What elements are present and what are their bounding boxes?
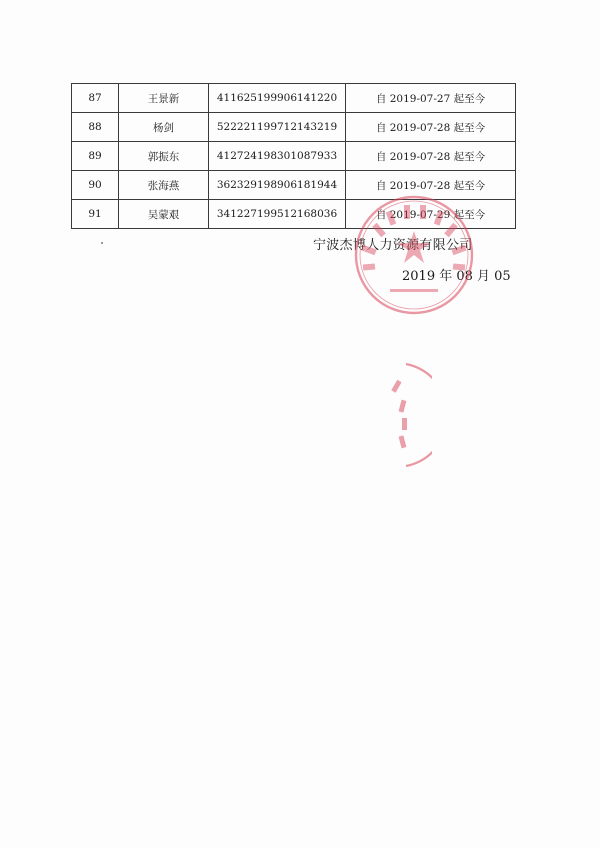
- table-row: [72, 113, 516, 142]
- row-number: 91: [72, 200, 119, 229]
- employee-name: 吴蒙艰: [119, 200, 209, 229]
- table-row: [72, 84, 516, 113]
- employee-name: 郭振东: [119, 142, 209, 171]
- employee-name: 杨剑: [119, 113, 209, 142]
- employee-name: 王景新: [119, 84, 209, 113]
- table-row: [72, 200, 516, 229]
- employee-table: [71, 83, 516, 229]
- row-number: 88: [72, 113, 119, 142]
- row-number: 89: [72, 142, 119, 171]
- id-number: 522221199712143219: [209, 113, 346, 142]
- id-number: 341227199512168036: [209, 200, 346, 229]
- employment-period: 自 2019-07-28 起至今: [346, 142, 516, 171]
- row-number: 90: [72, 171, 119, 200]
- employment-period: 自 2019-07-28 起至今: [346, 113, 516, 142]
- scan-speck: [101, 242, 103, 244]
- id-number: 362329198906181944: [209, 171, 346, 200]
- employment-period: 自 2019-07-28 起至今: [346, 171, 516, 200]
- issue-date: 2019 年 08 月 05: [402, 269, 511, 284]
- partial-seal-icon: [372, 360, 432, 470]
- table-row: [72, 142, 516, 171]
- employee-name: 张海燕: [119, 171, 209, 200]
- id-number: 411625199906141220: [209, 84, 346, 113]
- table-row: [72, 171, 516, 200]
- employment-period: 自 2019-07-29 起至今: [346, 200, 516, 229]
- company-name: 宁波杰博人力资源有限公司: [313, 238, 473, 253]
- id-number: 412724198301087933: [209, 142, 346, 171]
- employment-period: 自 2019-07-27 起至今: [346, 84, 516, 113]
- row-number: 87: [72, 84, 119, 113]
